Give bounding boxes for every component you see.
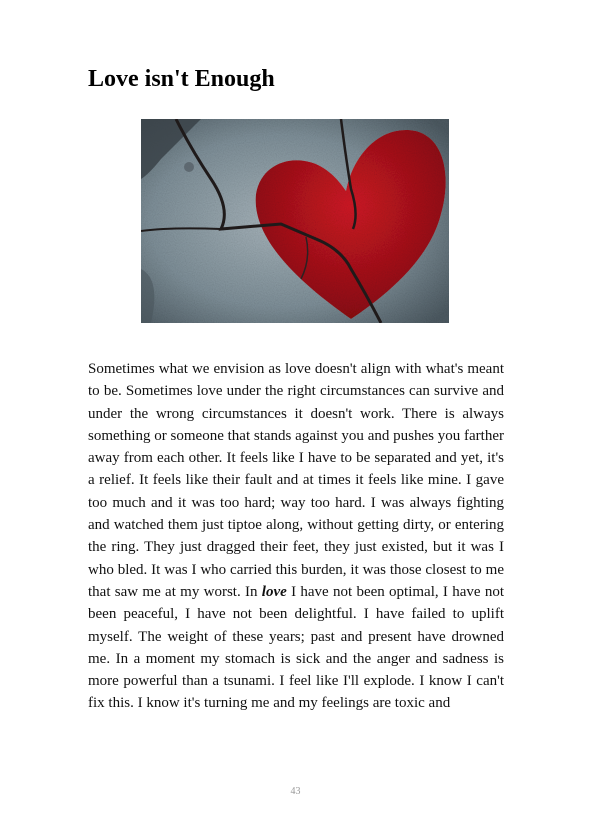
body-emphasis-love: love — [261, 583, 287, 600]
body-text-end: I have not been optimal, I have not been peaceful, I have not been delightful. I have failed to uplift myself. The weight of these years; past and present have drowned me. In a moment my stomach is sick and the anger and sadness is more powerful than a tsunami. I feel like I'll explode. I know I can't fix this. I know it's turning me and my feelings are toxic and — [88, 583, 504, 712]
body-text-start: Sometimes what we envision as love doesn't align with what's meant to be. Sometimes love under the right circumstances can survive and under the wrong circumstances it doesn't work. There is always something or someone that stands against you and pushes you farther away from each other. It feels like I have to be separated and yet, it's a relief. It feels like their fault and at times it feels like mine. I gave too much and it was too hard; way too hard. I was always fighting and watched them just tiptoe along, without getting dirty, or entering the ring. They just dragged their feet, they just existed, but it was I who bled. It was I who carried this burden, it was those closest to me that saw me at my worst. In — [88, 361, 504, 600]
body-paragraph — [88, 358, 504, 715]
page-title: Love isn't Enough — [88, 66, 275, 92]
broken-heart-illustration — [141, 119, 449, 323]
broken-heart-image — [141, 119, 449, 323]
page-number: 43 — [290, 786, 301, 797]
